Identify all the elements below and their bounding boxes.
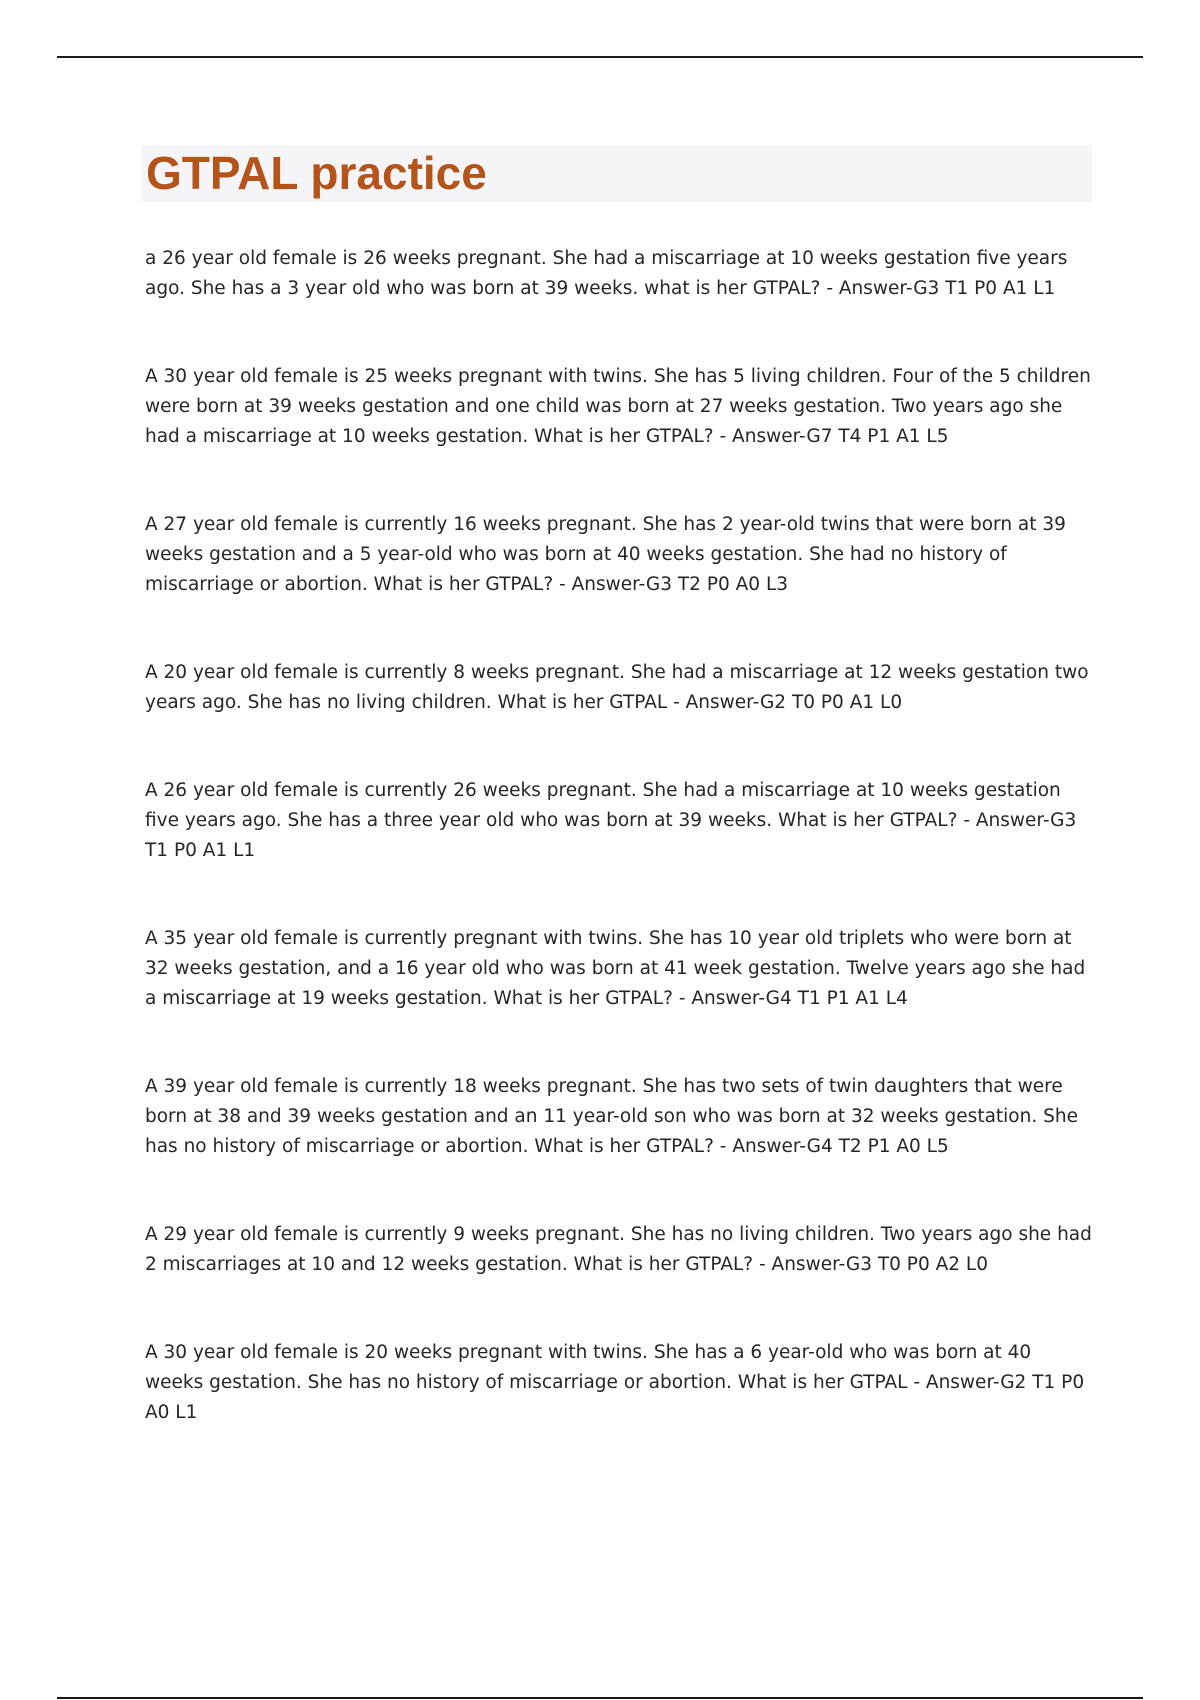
question-item-2: A 30 year old female is 25 weeks pregnant with twins. She has 5 living children. Four of the 5 children were born at 39 weeks gestation and one child was born at 27 weeks gestation. Two years ago she had a miscarriage at 10 weeks gestation. What is her GTPAL? - Answer-G7 T4 P1 A1 L5: [145, 366, 1091, 447]
question-item-8: A 29 year old female is currently 9 weeks pregnant. She has no living children. Two years ago she had 2 miscarriages at 10 and 12 weeks gestation. What is her GTPAL? - Answer-G3 T0 P0 A2 L0: [145, 1224, 1092, 1275]
question-item-6: A 35 year old female is currently pregnant with twins. She has 10 year old triplets who were born at 32 weeks gestation, and a 16 year old who was born at 41 week gestation. Twelve years ago she had a miscarriage at 19 weeks gestation. What is her GTPAL? - Answer-G4 T1 P1 A1 L4: [145, 928, 1086, 1009]
question-item-7: A 39 year old female is currently 18 weeks pregnant. She has two sets of twin daughters that were born at 38 and 39 weeks gestation and an 11 year-old son who was born at 32 weeks gestation. She has no history of miscarriage or abortion. What is her GTPAL? - Answer-G4 T2 P1 A0 L5: [145, 1076, 1078, 1157]
question-item-9: A 30 year old female is 20 weeks pregnant with twins. She has a 6 year-old who was born at 40 weeks gestation. She has no history of miscarriage or abortion. What is her GTPAL - Answer-G2 T1 P0 A0 L1: [145, 1342, 1085, 1423]
question-item-5: A 26 year old female is currently 26 weeks pregnant. She had a miscarriage at 10 weeks gestation five years ago. She has a three year old who was born at 39 weeks. What is her GTPAL? - Answer-G3 T1 P0 A1 L1: [145, 780, 1077, 861]
question-item-3: A 27 year old female is currently 16 weeks pregnant. She has 2 year-old twins that were born at 39 weeks gestation and a 5 year-old who was born at 40 weeks gestation. She had no history of miscarriage or abortion. What is her GTPAL? - Answer-G3 T2 P0 A0 L3: [145, 514, 1066, 595]
header-rule: [57, 56, 1143, 58]
question-item-4: A 20 year old female is currently 8 weeks pregnant. She had a miscarriage at 12 weeks gestation two years ago. She has no living children. What is her GTPAL - Answer-G2 T0 P0 A1 L0: [145, 662, 1089, 713]
question-item-1: a 26 year old female is 26 weeks pregnant. She had a miscarriage at 10 weeks gestation five years ago. She has a 3 year old who was born at 39 weeks. what is her GTPAL? - Answer-G3 T1 P0 A1 L1: [145, 248, 1068, 299]
question-list: [145, 244, 1095, 1428]
page-title: GTPAL practice: [146, 147, 487, 199]
footer-rule: [57, 1697, 1143, 1699]
